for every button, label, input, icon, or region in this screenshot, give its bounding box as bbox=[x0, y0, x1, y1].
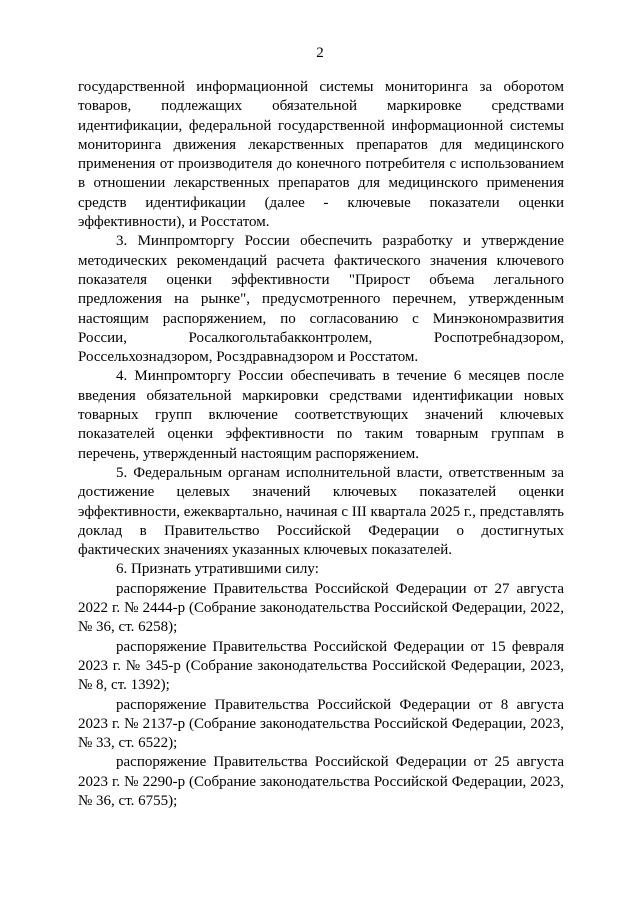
paragraph-item-3: 3. Минпромторгу России обеспечить разработку и утверждение методических рекомендаций расчета фактического значения ключевого показателя оценки эффективности "Прирост объема легального предложения на рынке", предусмотренного перечнем, утвержденным настоящим распоряжением, по согласованию с Минэкономразвития России, Росалкогольтабакконтролем, Роспотребнадзором, Россельхознадзором, Росздравнадзором и Росстатом. bbox=[78, 233, 564, 366]
repealed-order-2444: распоряжение Правительства Российской Федерации от 27 августа 2022 г. № 2444-р (Собрание законодательства Российской Федерации, 2022, № 36, ст. 6258); bbox=[78, 580, 564, 636]
repealed-order-2290: распоряжение Правительства Российской Федерации от 25 августа 2023 г. № 2290-р (Собрание законодательства Российской Федерации, 2023, № 36, ст. 6755); bbox=[78, 754, 564, 809]
page-number: 2 bbox=[316, 45, 324, 61]
repealed-order-345: распоряжение Правительства Российской Федерации от 15 февраля 2023 г. № 345-р (Собрание законодательства Российской Федерации, 2023, № 8, ст. 1392); bbox=[78, 638, 564, 694]
paragraph-item-5: 5. Федеральным органам исполнительной власти, ответственным за достижение целевых значений ключевых показателей оценки эффективности, ежеквартально, начиная с III квартала 2025 г., представлять доклад в Правительство Российской Федерации о достигнутых фактических значениях указанных ключевых показателей. bbox=[78, 464, 564, 559]
repealed-order-2137: распоряжение Правительства Российской Федерации от 8 августа 2023 г. № 2137-р (Собрание законодательства Российской Федерации, 2023, № 33, ст. 6522); bbox=[78, 696, 564, 752]
paragraph-item-4: 4. Минпромторгу России обеспечивать в течение 6 месяцев после введения обязательной маркировки средствами идентификации новых товарных групп включение соответствующих значений ключевых показателей оценки эффективности по таким товарным группам в перечень, утвержденный настоящим распоряжением. bbox=[78, 368, 564, 462]
document-body bbox=[78, 78, 564, 811]
paragraph-continuation: государственной информационной системы мониторинга за оборотом товаров, подлежащих обязательной маркировке средствами идентификации, федеральной государственной информационной системы мониторинга движения лекарственных препаратов для медицинского применения от производителя до конечного потребителя с использованием в отношении лекарственных препаратов для медицинского применения средств идентификации (далее - ключевые показатели оценки эффективности), и Росстатом. bbox=[78, 79, 564, 231]
paragraph-item-6: 6. Признать утратившими силу: bbox=[116, 561, 319, 578]
